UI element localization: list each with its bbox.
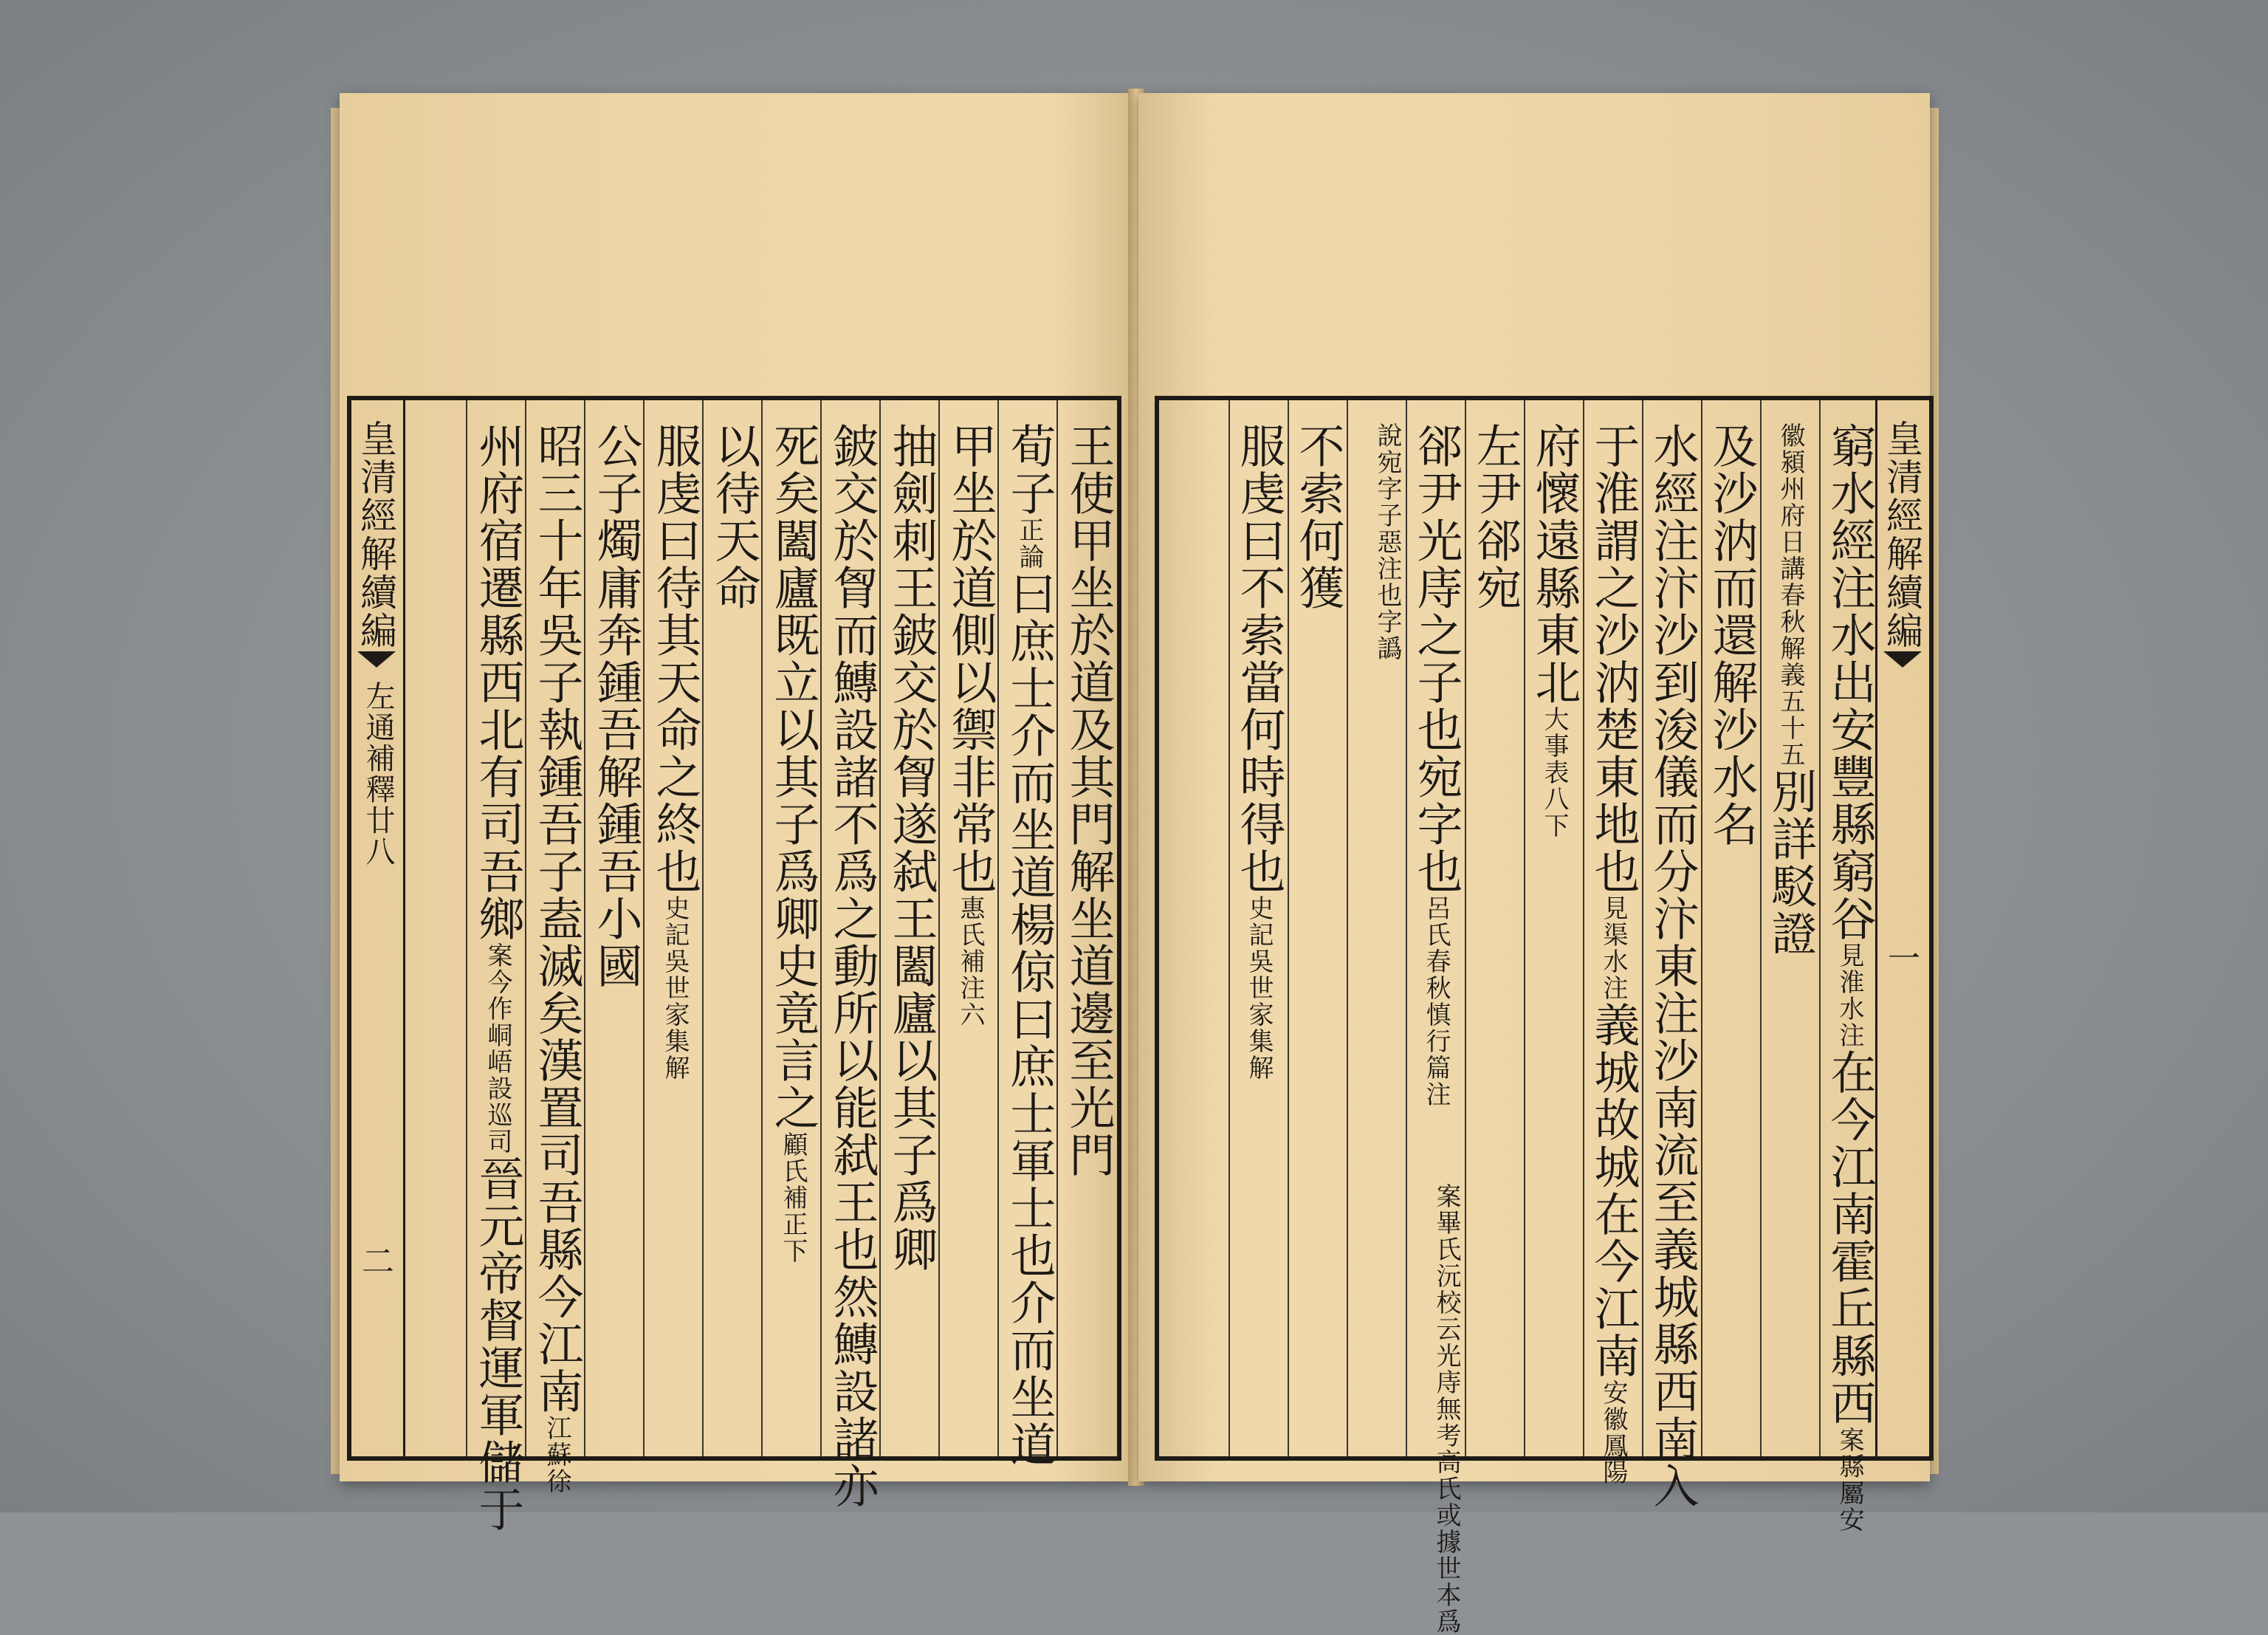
right-column-2: 徽潁州府日講春秋解義五十五別詳駁證 [1764,422,1818,957]
left-column-10: 昭三十年吳子執鍾吾子盍滅矣漢置司吾縣今江南江蘇徐 [530,422,584,1495]
left-column-9: 公子燭庸奔鍾吾解鍾吾小國 [589,422,643,990]
left-column-5: 鈹交於胷而鱄設諸不爲之動所以能弑王也然鱄設諸亦 [825,422,879,1509]
column-rule [1760,400,1762,1456]
column-rule [1642,400,1643,1456]
right-column-11: 服虔曰不索當何時得也史記吳世家集解 [1232,422,1286,1081]
right-column-8: 郤尹光庤之子也宛字也呂氏春秋慎行篇注 [1409,422,1463,1108]
right-column-10: 不索何獲 [1291,422,1345,611]
column-rule [820,400,822,1456]
column-rule [1583,400,1584,1456]
right-page-number: 一 [1888,940,1920,978]
left-column-11: 州府宿遷縣西北有司吾鄉案今作峒峿設巡司晉元帝督運軍儲于 [471,422,525,1533]
column-rule [1228,400,1230,1456]
left-column-2: 荀子正論曰庶士介而坐道楊倞曰庶士軍士也介而坐道 [1003,422,1056,1468]
right-column-5: 于淮謂之沙汭楚東地也見渠水注義城故城在今江南安徽鳳陽 [1587,422,1640,1486]
right-text-frame [1155,396,1934,1635]
column-rule [997,400,999,1456]
left-banner-column [349,400,405,1456]
column-rule [1406,400,1407,1456]
column-rule [1288,400,1289,1456]
column-rule [466,400,467,1456]
left-column-6: 死矣闔廬既立以其子爲卿史竟言之顧氏補正下 [766,422,820,1264]
left-text-frame [347,396,1121,1533]
column-rule [1524,400,1525,1456]
right-page [1138,93,1930,1635]
right-column-6: 府懷遠縣東北大事表八下 [1528,422,1581,839]
left-column-7: 以待天命 [707,422,761,611]
column-rule [702,400,704,1456]
right-column-1: 窮水經注水出安豐縣窮谷見淮水注在今江南霍丘縣西案縣屬安 [1823,422,1877,1533]
left-banner-subtitle: 左通補釋廿八 [361,681,395,867]
right-column-7: 左尹郤宛 [1468,422,1522,611]
left-column-3: 甲坐於道側以禦非常也惠氏補注六 [944,422,997,1028]
left-page [340,93,1133,1533]
column-rule [879,400,881,1456]
right-column-4: 水經注汴沙到浚儀而分汴東注沙南流至義城縣西南入 [1646,422,1700,1509]
left-column-8: 服虔曰待其天命之終也史記吳世家集解 [648,422,702,1081]
left-banner-title: 皇清經解續編 [354,419,397,650]
left-column-1: 王使甲坐於道及其門解坐道邊至光門 [1062,422,1116,1179]
right-column-8-note: 案畢氏沅校云光庤無考高氏或據世本爲 [1432,1183,1461,1635]
column-rule [1701,400,1702,1456]
right-banner-title: 皇清經解續編 [1880,419,1923,650]
column-rule [1465,400,1466,1456]
left-page-number: 二 [362,1243,394,1281]
right-banner-column [1875,400,1931,1456]
column-rule [525,400,526,1456]
column-rule [643,400,645,1456]
column-rule [584,400,585,1456]
fish-tail-ornament-icon [357,651,396,668]
column-rule [761,400,763,1456]
right-column-9: 說宛字子惡注也字譌 [1372,422,1402,662]
fish-tail-ornament-icon [1883,651,1922,668]
column-rule [1347,400,1348,1456]
column-rule [1056,400,1058,1456]
left-column-4: 抽劍刺王鈹交於胷遂弑王闔廬以其子爲卿 [884,422,938,1273]
right-column-3: 及沙汭而還解沙水名 [1705,422,1759,848]
column-rule [938,400,940,1456]
column-rule [1819,400,1821,1456]
